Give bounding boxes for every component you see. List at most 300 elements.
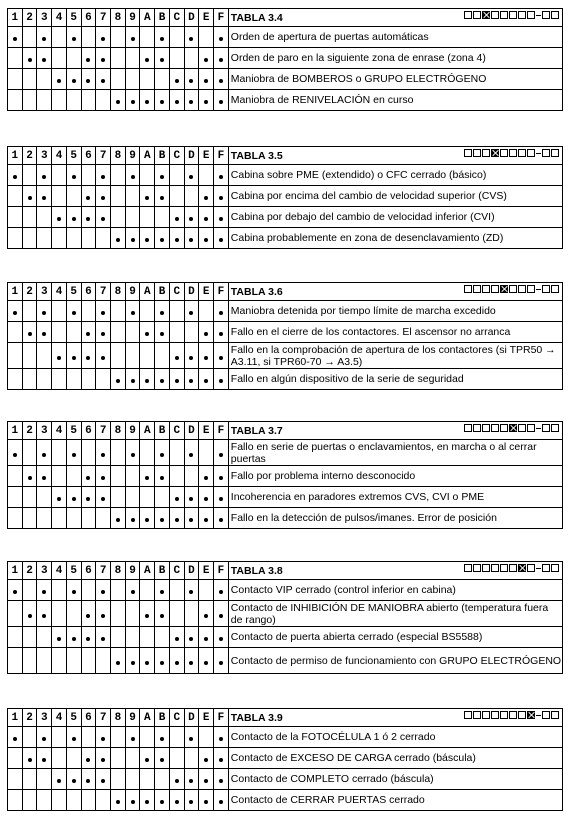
empty-box-icon <box>542 424 550 432</box>
row-description: Maniobra detenida por tiempo límite de marcha excedido <box>228 301 562 322</box>
dot-icon <box>116 518 120 522</box>
bit-cell <box>81 165 96 186</box>
dot-icon <box>13 590 17 594</box>
bit-cell <box>140 508 155 529</box>
empty-box-icon <box>542 149 550 157</box>
empty-box-icon <box>542 711 550 719</box>
bit-cell <box>199 165 214 186</box>
dot-icon <box>86 637 90 641</box>
column-header: 1 <box>8 9 23 27</box>
dot-icon <box>131 737 135 741</box>
checked-box-icon <box>527 711 535 719</box>
column-header: B <box>155 709 170 727</box>
column-header: 2 <box>22 283 37 301</box>
dot-icon <box>101 497 105 501</box>
bit-cell <box>155 627 170 648</box>
column-header: B <box>155 147 170 165</box>
bit-cell <box>52 165 67 186</box>
bit-cell <box>199 627 214 648</box>
bit-cell <box>125 748 140 769</box>
column-header: C <box>169 422 184 440</box>
table-row <box>8 790 563 811</box>
dot-icon <box>204 196 208 200</box>
bit-cell <box>140 369 155 390</box>
empty-box-icon <box>482 424 490 432</box>
empty-box-icon <box>464 711 472 719</box>
dot-icon <box>175 356 179 360</box>
bit-cell <box>111 207 126 228</box>
dot-icon <box>131 379 135 383</box>
dot-icon <box>160 758 164 762</box>
bit-cell <box>125 69 140 90</box>
bit-cell <box>96 27 111 48</box>
dot-icon <box>160 518 164 522</box>
column-header: C <box>169 562 184 580</box>
column-header: 1 <box>8 147 23 165</box>
bit-cell <box>22 790 37 811</box>
dot-icon <box>101 217 105 221</box>
column-header: 9 <box>125 709 140 727</box>
bit-cell <box>8 369 23 390</box>
bit-cell <box>169 228 184 249</box>
bit-cell <box>199 207 214 228</box>
column-header: 3 <box>37 147 52 165</box>
table-title: TABLA 3.4 <box>230 11 283 24</box>
bit-cell <box>140 207 155 228</box>
column-header: 7 <box>96 147 111 165</box>
bit-cell <box>111 90 126 111</box>
column-header: 4 <box>52 709 67 727</box>
bit-cell <box>81 466 96 487</box>
dash-icon <box>536 289 541 290</box>
column-header: E <box>199 562 214 580</box>
dot-icon <box>204 614 208 618</box>
bit-cell <box>169 769 184 790</box>
bit-cell <box>66 207 81 228</box>
empty-box-icon <box>518 711 526 719</box>
bit-cell <box>37 186 52 207</box>
bit-cell <box>66 165 81 186</box>
table-title-cell <box>228 147 562 165</box>
bit-cell <box>199 440 214 466</box>
bit-cell <box>22 369 37 390</box>
bit-cell <box>214 186 229 207</box>
column-header: 9 <box>125 562 140 580</box>
bit-cell <box>214 207 229 228</box>
dot-icon <box>145 661 149 665</box>
bit-cell <box>81 790 96 811</box>
bit-cell <box>52 601 67 627</box>
dot-icon <box>219 238 223 242</box>
dot-icon <box>160 661 164 665</box>
dot-icon <box>131 311 135 315</box>
empty-box-icon <box>518 149 526 157</box>
dot-icon <box>101 737 105 741</box>
bit-cell <box>37 207 52 228</box>
bit-cell <box>155 48 170 69</box>
bit-cell <box>184 580 199 601</box>
bit-cell <box>125 27 140 48</box>
empty-box-icon <box>518 424 526 432</box>
table-title: TABLA 3.6 <box>230 285 283 298</box>
bit-cell <box>96 627 111 648</box>
bit-cell <box>140 343 155 369</box>
table-title: TABLA 3.8 <box>230 564 283 577</box>
column-header: 2 <box>22 9 37 27</box>
dot-icon <box>101 637 105 641</box>
bit-cell <box>8 580 23 601</box>
column-header: 3 <box>37 422 52 440</box>
empty-box-icon <box>473 285 481 293</box>
bit-cell <box>214 727 229 748</box>
bit-cell <box>52 48 67 69</box>
dot-icon <box>145 614 149 618</box>
bit-cell <box>66 601 81 627</box>
code-indicator <box>464 424 560 432</box>
column-header: E <box>199 422 214 440</box>
bit-cell <box>184 601 199 627</box>
dot-icon <box>86 58 90 62</box>
bit-cell <box>8 48 23 69</box>
bit-cell <box>52 27 67 48</box>
table-row <box>8 648 563 674</box>
bit-cell <box>184 343 199 369</box>
bit-cell <box>184 487 199 508</box>
bit-cell <box>155 466 170 487</box>
bit-cell <box>184 440 199 466</box>
bit-cell <box>199 580 214 601</box>
bit-cell <box>52 301 67 322</box>
dot-icon <box>28 196 32 200</box>
bit-cell <box>184 790 199 811</box>
empty-box-icon <box>542 11 550 19</box>
bit-cell <box>214 466 229 487</box>
empty-box-icon <box>464 149 472 157</box>
column-header: 4 <box>52 147 67 165</box>
bit-cell <box>111 301 126 322</box>
row-description: Fallo por problema interno desconocido <box>228 466 562 487</box>
bit-cell <box>111 186 126 207</box>
bit-cell <box>214 508 229 529</box>
empty-box-icon <box>491 424 499 432</box>
bit-cell <box>140 186 155 207</box>
empty-box-icon <box>551 11 559 19</box>
dot-icon <box>42 37 46 41</box>
dot-icon <box>145 238 149 242</box>
bit-cell <box>199 601 214 627</box>
bit-cell <box>96 228 111 249</box>
bit-cell <box>199 186 214 207</box>
table-title-cell <box>228 9 562 27</box>
bit-cell <box>81 601 96 627</box>
bit-cell <box>22 69 37 90</box>
empty-box-icon <box>527 11 535 19</box>
bit-cell <box>125 466 140 487</box>
column-header: B <box>155 422 170 440</box>
bit-cell <box>66 343 81 369</box>
bit-cell <box>52 343 67 369</box>
dot-icon <box>72 737 76 741</box>
bit-cell <box>155 648 170 674</box>
dot-icon <box>160 800 164 804</box>
bit-cell <box>140 580 155 601</box>
dot-icon <box>101 614 105 618</box>
bit-cell <box>37 322 52 343</box>
column-header: 3 <box>37 709 52 727</box>
bit-cell <box>96 508 111 529</box>
bit-cell <box>140 69 155 90</box>
bit-cell <box>81 487 96 508</box>
bit-cell <box>199 727 214 748</box>
dot-icon <box>13 37 17 41</box>
table-row <box>8 369 563 390</box>
bit-cell <box>81 580 96 601</box>
bit-cell <box>125 90 140 111</box>
bit-cell <box>140 748 155 769</box>
dot-icon <box>219 217 223 221</box>
dot-icon <box>175 379 179 383</box>
empty-box-icon <box>551 564 559 572</box>
bit-cell <box>169 90 184 111</box>
bit-cell <box>8 648 23 674</box>
bit-cell <box>66 186 81 207</box>
dot-icon <box>86 497 90 501</box>
dot-icon <box>189 661 193 665</box>
column-header: 8 <box>111 283 126 301</box>
row-description: Fallo en algún dispositivo de la serie de seguridad <box>228 369 562 390</box>
bit-cell <box>81 648 96 674</box>
dot-icon <box>101 476 105 480</box>
bit-cell <box>96 790 111 811</box>
bit-cell <box>155 322 170 343</box>
dot-icon <box>189 590 193 594</box>
bit-cell <box>81 48 96 69</box>
bit-cell <box>52 186 67 207</box>
column-header: 4 <box>52 283 67 301</box>
bit-cell <box>184 301 199 322</box>
bit-cell <box>155 580 170 601</box>
dot-icon <box>204 238 208 242</box>
bit-cell <box>52 580 67 601</box>
code-table <box>7 708 563 811</box>
dot-icon <box>204 379 208 383</box>
empty-box-icon <box>500 11 508 19</box>
bit-cell <box>111 748 126 769</box>
bit-cell <box>214 69 229 90</box>
dot-icon <box>42 332 46 336</box>
column-header: F <box>214 562 229 580</box>
bit-cell <box>37 769 52 790</box>
column-header: 2 <box>22 147 37 165</box>
dot-icon <box>204 637 208 641</box>
bit-cell <box>199 769 214 790</box>
table-title-cell <box>228 562 562 580</box>
row-description: Contacto de COMPLETO cerrado (báscula) <box>228 769 562 790</box>
dot-icon <box>72 356 76 360</box>
column-header: 2 <box>22 709 37 727</box>
code-indicator <box>464 11 560 19</box>
column-header: C <box>169 709 184 727</box>
dot-icon <box>131 100 135 104</box>
bit-cell <box>169 601 184 627</box>
empty-box-icon <box>491 11 499 19</box>
dot-icon <box>72 311 76 315</box>
dot-icon <box>160 58 164 62</box>
column-header: 1 <box>8 422 23 440</box>
empty-box-icon <box>509 11 517 19</box>
bit-cell <box>140 727 155 748</box>
dot-icon <box>175 779 179 783</box>
bit-cell <box>155 165 170 186</box>
bit-cell <box>66 48 81 69</box>
bit-cell <box>184 90 199 111</box>
column-header: 6 <box>81 709 96 727</box>
bit-cell <box>52 769 67 790</box>
bit-cell <box>111 508 126 529</box>
dot-icon <box>28 758 32 762</box>
dot-icon <box>131 518 135 522</box>
column-header: E <box>199 283 214 301</box>
column-header: B <box>155 9 170 27</box>
row-description: Maniobra de BOMBEROS o GRUPO ELECTRÓGENO <box>228 69 562 90</box>
dot-icon <box>86 779 90 783</box>
dot-icon <box>57 637 61 641</box>
bit-cell <box>52 322 67 343</box>
dot-icon <box>101 175 105 179</box>
bit-cell <box>96 580 111 601</box>
dot-icon <box>189 518 193 522</box>
bit-cell <box>125 207 140 228</box>
dot-icon <box>219 800 223 804</box>
code-indicator <box>464 285 560 293</box>
dot-icon <box>189 737 193 741</box>
dot-icon <box>42 311 46 315</box>
bit-cell <box>96 369 111 390</box>
bit-cell <box>52 90 67 111</box>
column-header: E <box>199 709 214 727</box>
bit-cell <box>66 627 81 648</box>
dot-icon <box>72 590 76 594</box>
dot-icon <box>145 758 149 762</box>
dot-icon <box>57 779 61 783</box>
bit-cell <box>52 508 67 529</box>
dot-icon <box>86 476 90 480</box>
column-header: 7 <box>96 422 111 440</box>
column-header: B <box>155 283 170 301</box>
bit-cell <box>8 186 23 207</box>
empty-box-icon <box>551 149 559 157</box>
bit-cell <box>96 343 111 369</box>
bit-cell <box>37 466 52 487</box>
dot-icon <box>86 79 90 83</box>
bit-cell <box>96 165 111 186</box>
bit-cell <box>169 648 184 674</box>
dot-icon <box>57 356 61 360</box>
bit-cell <box>169 69 184 90</box>
bit-cell <box>37 790 52 811</box>
bit-cell <box>140 627 155 648</box>
dot-icon <box>204 217 208 221</box>
bit-cell <box>169 165 184 186</box>
bit-cell <box>37 440 52 466</box>
bit-cell <box>96 769 111 790</box>
bit-cell <box>125 322 140 343</box>
dot-icon <box>160 476 164 480</box>
empty-box-icon <box>500 564 508 572</box>
bit-cell <box>199 648 214 674</box>
dot-icon <box>219 37 223 41</box>
bit-cell <box>111 648 126 674</box>
empty-box-icon <box>518 11 526 19</box>
bit-cell <box>125 627 140 648</box>
dot-icon <box>175 800 179 804</box>
empty-box-icon <box>473 424 481 432</box>
dot-icon <box>13 453 17 457</box>
column-header: 6 <box>81 562 96 580</box>
empty-box-icon <box>509 564 517 572</box>
dot-icon <box>189 637 193 641</box>
bit-cell <box>96 48 111 69</box>
dot-icon <box>101 758 105 762</box>
bit-cell <box>214 790 229 811</box>
bit-cell <box>52 207 67 228</box>
dot-icon <box>219 476 223 480</box>
bit-cell <box>155 27 170 48</box>
bit-cell <box>111 228 126 249</box>
bit-cell <box>169 48 184 69</box>
dot-icon <box>204 779 208 783</box>
dot-icon <box>219 58 223 62</box>
dot-icon <box>42 737 46 741</box>
table-row <box>8 343 563 369</box>
bit-cell <box>81 301 96 322</box>
dot-icon <box>101 37 105 41</box>
empty-box-icon <box>542 564 550 572</box>
bit-cell <box>214 601 229 627</box>
bit-cell <box>169 580 184 601</box>
dot-icon <box>72 37 76 41</box>
row-description: Fallo en el cierre de los contactores. El ascensor no arranca <box>228 322 562 343</box>
bit-cell <box>52 228 67 249</box>
bit-cell <box>184 748 199 769</box>
table-row <box>8 69 563 90</box>
column-header: F <box>214 147 229 165</box>
bit-cell <box>111 790 126 811</box>
bit-cell <box>155 228 170 249</box>
dot-icon <box>101 453 105 457</box>
bit-cell <box>184 769 199 790</box>
dot-icon <box>13 175 17 179</box>
column-header: 5 <box>66 147 81 165</box>
table-row <box>8 48 563 69</box>
dot-icon <box>189 497 193 501</box>
bit-cell <box>184 627 199 648</box>
dot-icon <box>160 453 164 457</box>
bit-cell <box>214 48 229 69</box>
column-header: E <box>199 147 214 165</box>
column-header: 4 <box>52 9 67 27</box>
dot-icon <box>28 614 32 618</box>
empty-box-icon <box>500 711 508 719</box>
bit-cell <box>169 186 184 207</box>
column-header: 6 <box>81 422 96 440</box>
bit-cell <box>111 69 126 90</box>
dot-icon <box>160 100 164 104</box>
bit-cell <box>184 727 199 748</box>
bit-cell <box>214 228 229 249</box>
bit-cell <box>155 487 170 508</box>
bit-cell <box>214 648 229 674</box>
